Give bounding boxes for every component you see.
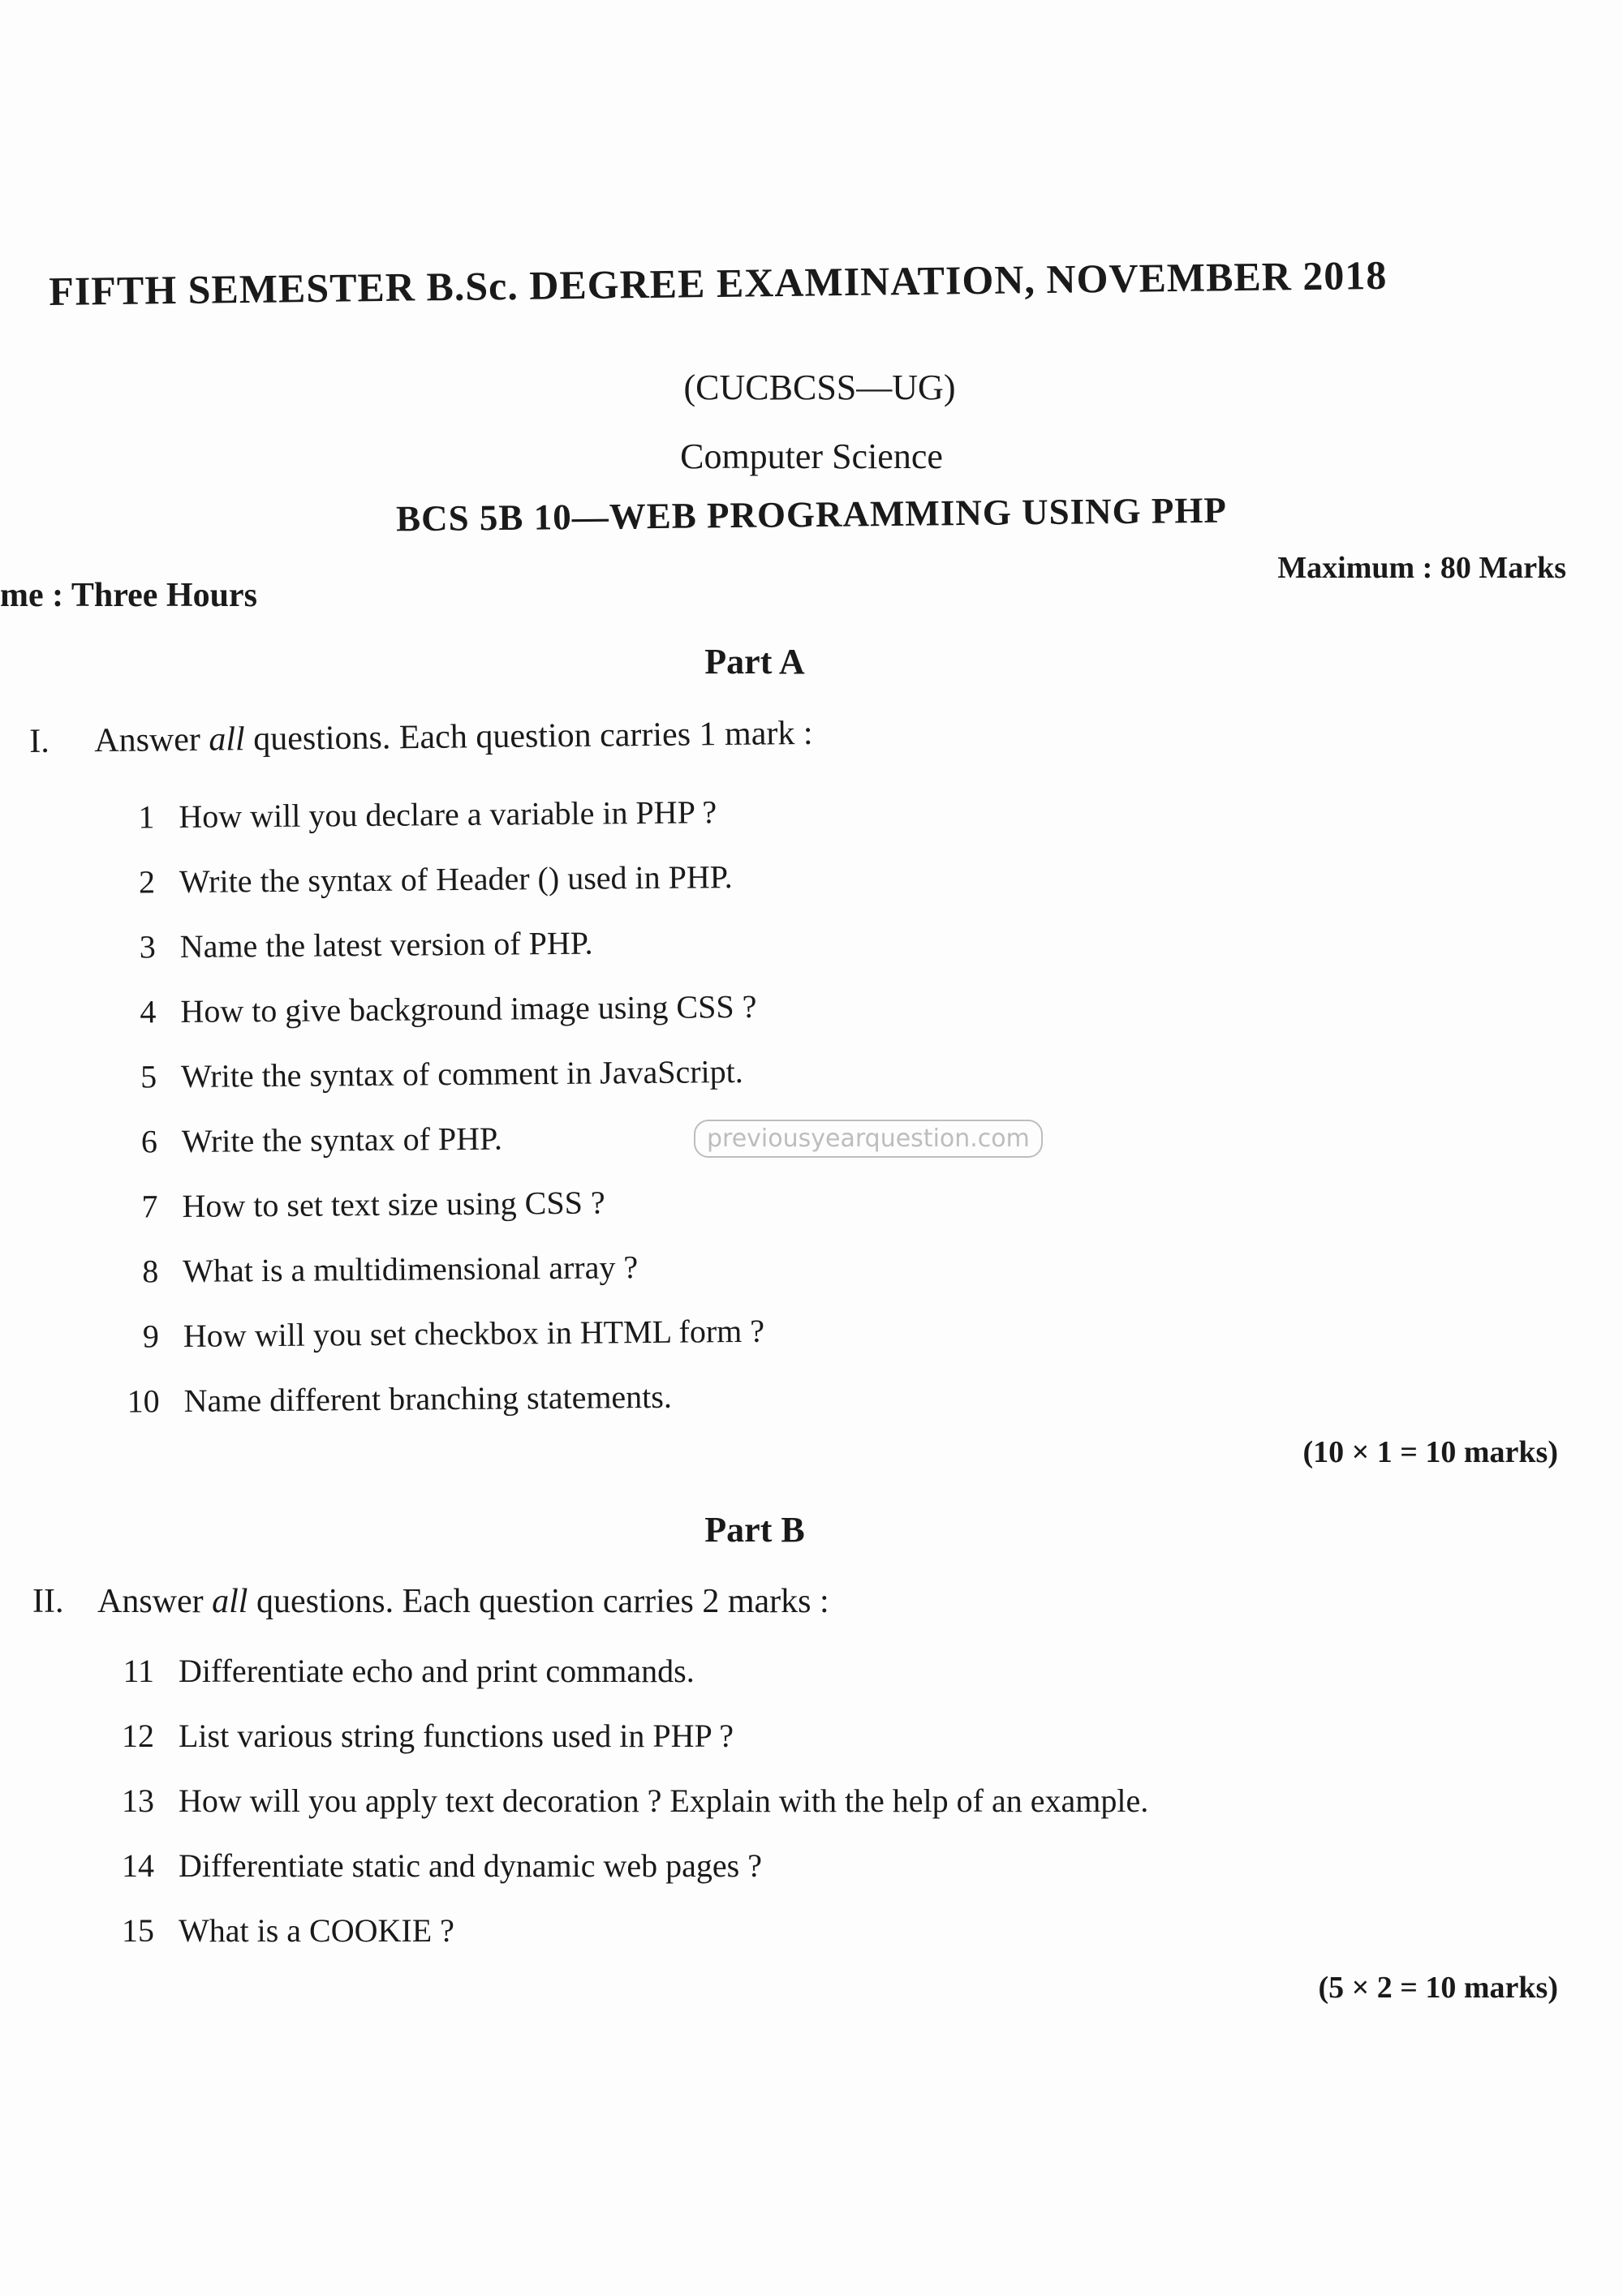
question-item — [89, 1898, 1148, 1963]
question-number: 9 — [142, 1318, 160, 1355]
scheme-code: (CUCBCSS—UG) — [683, 368, 956, 407]
question-number: 4 — [140, 993, 157, 1030]
question-text: List various string functions used in PHP ? — [179, 1718, 734, 1754]
question-item — [93, 1234, 764, 1305]
question-number: 3 — [139, 928, 156, 965]
question-number: 8 — [142, 1253, 159, 1290]
question-text: Write the syntax of Header () used in PHP. — [179, 858, 733, 901]
question-item — [89, 1769, 1148, 1834]
part-a-instruction-pre: Answer — [94, 720, 209, 760]
part-b-heading: Part B — [704, 1510, 805, 1550]
question-number: 14 — [122, 1847, 154, 1884]
part-a-roman: I. — [29, 722, 50, 760]
part-b-question-list — [89, 1639, 1148, 1963]
maximum-marks: Maximum : 80 Marks — [1277, 551, 1566, 585]
part-a-instruction-emphasis: all — [209, 720, 245, 759]
question-text: Differentiate static and dynamic web pages ? — [179, 1847, 762, 1884]
question-text: How to give background image using CSS ? — [180, 987, 757, 1030]
exam-title: FIFTH SEMESTER B.Sc. DEGREE EXAMINATION, NOVEMBER 2018 — [49, 252, 1388, 314]
question-text: How to set text size using CSS ? — [182, 1184, 605, 1225]
part-a-heading: Part A — [704, 642, 805, 681]
question-text: How will you declare a variable in PHP ? — [179, 793, 717, 836]
question-number: 1 — [138, 798, 155, 836]
question-number: 12 — [122, 1718, 154, 1754]
question-number: 13 — [122, 1782, 154, 1819]
part-b-instruction-post: questions. Each question carries 2 marks : — [248, 1583, 829, 1620]
question-text: Write the syntax of PHP. — [181, 1120, 503, 1160]
question-item — [89, 1639, 1148, 1704]
question-text: How will you set checkbox in HTML form ? — [183, 1312, 765, 1355]
question-text: Name the latest version of PHP. — [179, 924, 593, 965]
part-a-instruction — [29, 714, 813, 761]
time-allowed: me : Three Hours — [0, 577, 257, 614]
part-b-roman: II. — [32, 1583, 64, 1620]
question-text: Differentiate echo and print commands. — [179, 1653, 695, 1689]
question-number: 10 — [127, 1382, 160, 1420]
question-item — [93, 1169, 764, 1240]
paper-title: BCS 5B 10—WEB PROGRAMMING USING PHP — [395, 489, 1228, 540]
part-a-marks-total: (10 × 1 = 10 marks) — [1302, 1435, 1558, 1469]
question-text: Name different branching statements. — [183, 1378, 673, 1420]
question-item — [91, 974, 762, 1045]
question-number: 7 — [141, 1188, 158, 1225]
part-b-instruction-emphasis: all — [212, 1583, 248, 1620]
question-number: 5 — [140, 1058, 157, 1095]
question-number: 11 — [123, 1653, 154, 1689]
watermark-logo: previousyearquestion.com — [694, 1120, 1043, 1158]
question-text: What is a multidimensional array ? — [183, 1249, 639, 1290]
part-a-question-list — [89, 780, 765, 1434]
question-item — [89, 780, 760, 850]
question-item — [94, 1299, 765, 1369]
part-b-instruction-pre: Answer — [97, 1583, 213, 1620]
question-text: What is a COOKIE ? — [179, 1912, 454, 1949]
question-number: 15 — [122, 1912, 154, 1949]
subject-name: Computer Science — [680, 436, 943, 476]
question-item — [92, 1104, 763, 1175]
question-number: 2 — [138, 863, 156, 901]
question-text: How will you apply text decoration ? Explain with the help of an example. — [179, 1782, 1149, 1819]
part-b-marks-total: (5 × 2 = 10 marks) — [1318, 1971, 1558, 2005]
question-item — [89, 1834, 1148, 1898]
question-item — [94, 1364, 765, 1434]
question-text: Write the syntax of comment in JavaScript. — [180, 1052, 743, 1095]
question-number: 6 — [140, 1123, 158, 1160]
question-item — [92, 1039, 763, 1110]
part-b-instruction — [32, 1582, 829, 1621]
question-item — [90, 845, 761, 915]
question-item — [90, 909, 761, 980]
question-item — [89, 1704, 1148, 1769]
part-a-instruction-post: questions. Each question carries 1 mark : — [244, 714, 813, 759]
